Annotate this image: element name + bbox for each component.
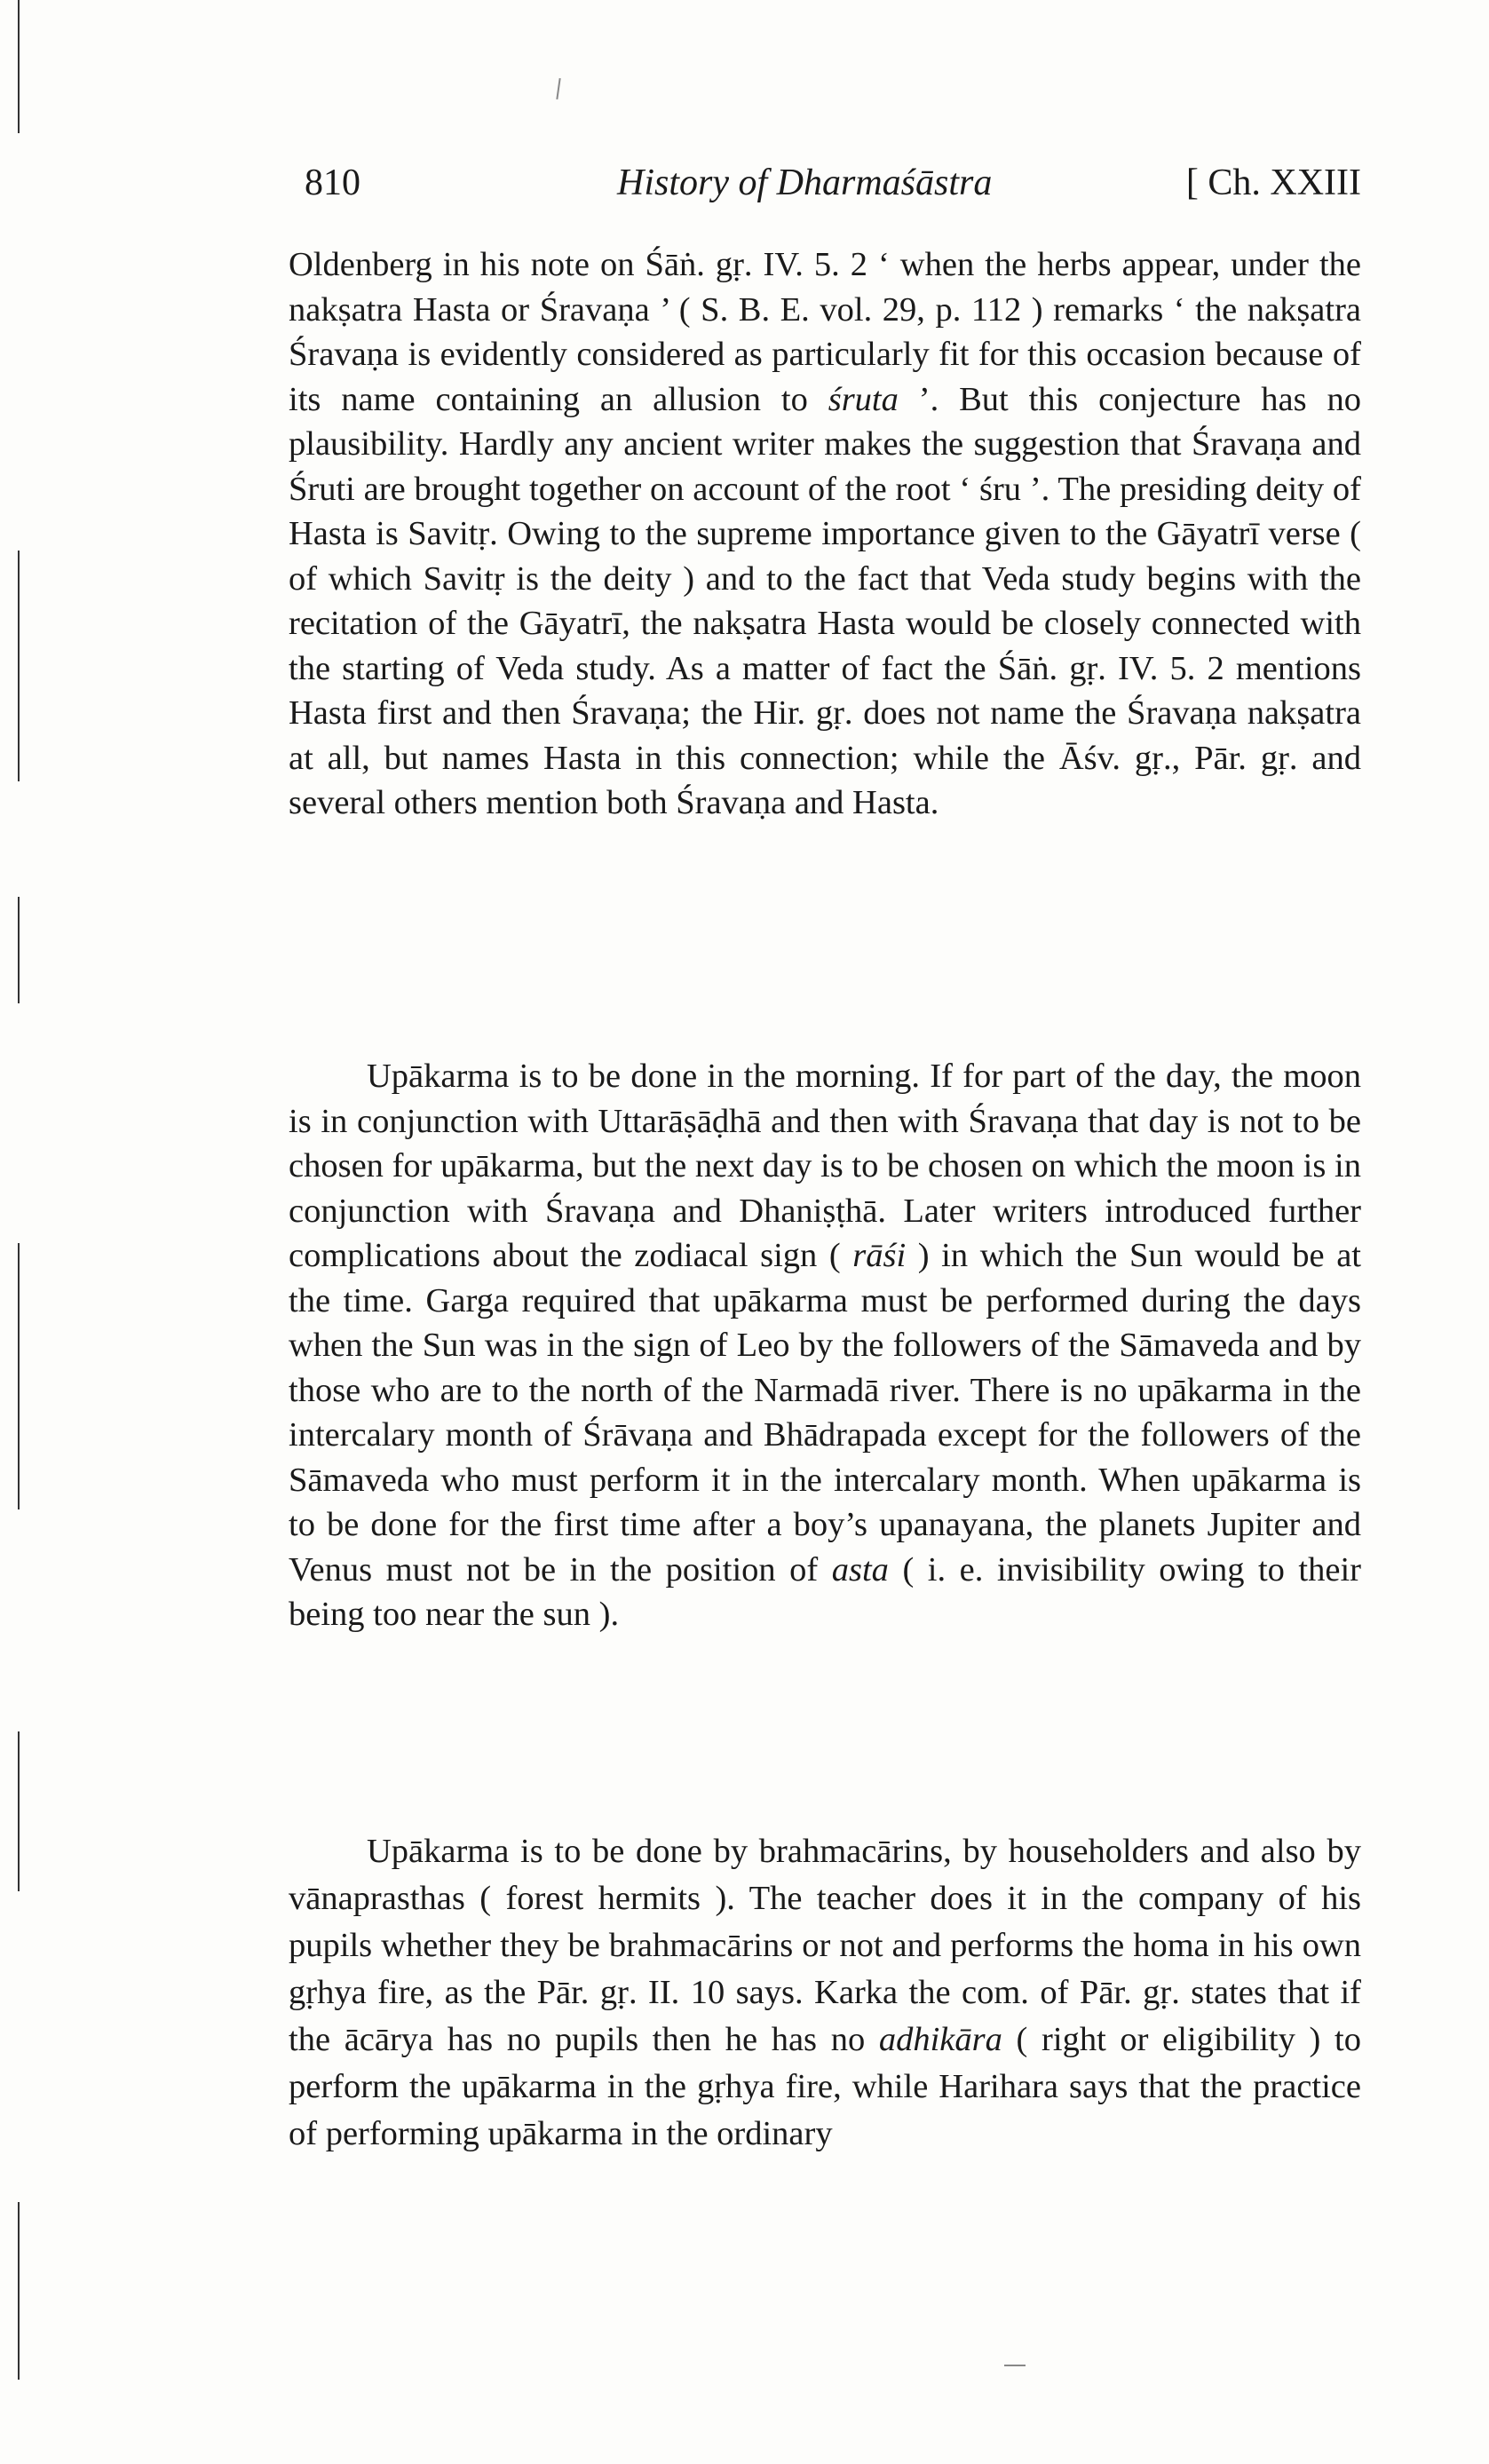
scan-edge-line xyxy=(18,1731,20,1891)
scan-edge-line xyxy=(18,0,20,133)
italic-term: rāśi xyxy=(852,1237,907,1274)
scan-edge-line xyxy=(18,897,20,1003)
scan-edge-line xyxy=(18,2202,20,2380)
text-run: Upākarma is to be done by brahmacārins, by householders and also by vānaprasthas ( forest hermits ). The teacher does it in the company of his pupils whether they be brahmacārins or not and performs the homa in his own gṛhya fire, as the Pār. gṛ. II. 10 says. Karka the com. of Pār. gṛ. states that if the ācārya has no pupils then he has no xyxy=(289,1833,1361,2058)
italic-term: śruta xyxy=(828,380,899,418)
running-title: History of Dharmaśāstra xyxy=(617,162,993,203)
text-run: ) in which the Sun would be at the time. Garga required that upākarma must be performed during the days when the Sun was in the sign of Leo by the followers of the Sāmaveda and by those who are to the north of the Narmadā river. There is no upākarma in the intercalary month of Śrāvaṇa and Bhādrapada except for the followers of the Sāmaveda who must perform it in the intercalary month. When upākarma is to be done for the first time after a boy’s upanayana, the planets Jupiter and Venus must not be in the position of xyxy=(289,1237,1361,1589)
text-run: Oldenberg in his note on Śāṅ. gṛ. IV. 5. 2 ‘ when the herbs appear, under the nakṣatra Hasta or Śravaṇa ’ ( S. B. E. vol. 29, p. 112 ) remarks ‘ the nakṣatra Śravaṇa is evidently considered as particularly fit for this occasion because of its name containing an allusion to xyxy=(289,246,1361,418)
paragraph-oldenberg-note xyxy=(289,242,1361,826)
footer-mark xyxy=(1004,2365,1026,2366)
scan-mark xyxy=(556,78,560,99)
text-run: ’. But this conjecture has no plausibility. Hardly any ancient writer makes the suggestion that Śravaṇa and Śruti are brought together on account of the root ‘ śru ’. The presiding deity of Hasta is Savitṛ. Owing to the supreme importance given to the Gāyatrī verse ( of which Savitṛ is the deity ) and to the fact that Veda study begins with the recitation of the Gāyatrī, the nakṣatra Hasta would be closely connected with the starting of Veda study. As a matter of fact the Śāṅ. gṛ. IV. 5. 2 mentions Hasta first and then Śravaṇa; the Hir. gṛ. does not name the Śravaṇa nakṣatra at all, but names Hasta in this connection; while the Āśv. gṛ., Pār. gṛ. and several others mention both Śravaṇa and Hasta. xyxy=(289,380,1361,821)
paragraph-upakarma-timing xyxy=(289,1054,1361,1637)
text-run: Upākarma is to be done in the morning. If for part of the day, the moon is in conjunction with Uttarāṣāḍhā and then with Śravaṇa that day is not to be chosen for upākarma, but the next day is to be chosen on which the moon is in conjunction with Śravaṇa and Dhaniṣṭhā. Later writers introduced further complications about the zodiacal sign ( xyxy=(289,1058,1361,1274)
page-number: 810 xyxy=(305,162,360,203)
italic-term: asta xyxy=(831,1550,889,1589)
page-header xyxy=(305,162,1361,215)
text-run: ( right or eligibility ) to perform the upākarma in the gṛhya fire, while Harihara says that the practice of performing upākarma in the ordinary xyxy=(289,2021,1361,2152)
paragraph-upakarma-performers xyxy=(289,1828,1361,2158)
scan-edge-line xyxy=(18,551,20,781)
chapter-reference: [ Ch. XXIII xyxy=(1185,162,1361,203)
text-run: ( i. e. invisibility owing to their being too near the sun ). xyxy=(289,1550,1361,1633)
scan-edge-line xyxy=(18,1243,20,1509)
italic-term: adhikāra xyxy=(878,2021,1002,2058)
